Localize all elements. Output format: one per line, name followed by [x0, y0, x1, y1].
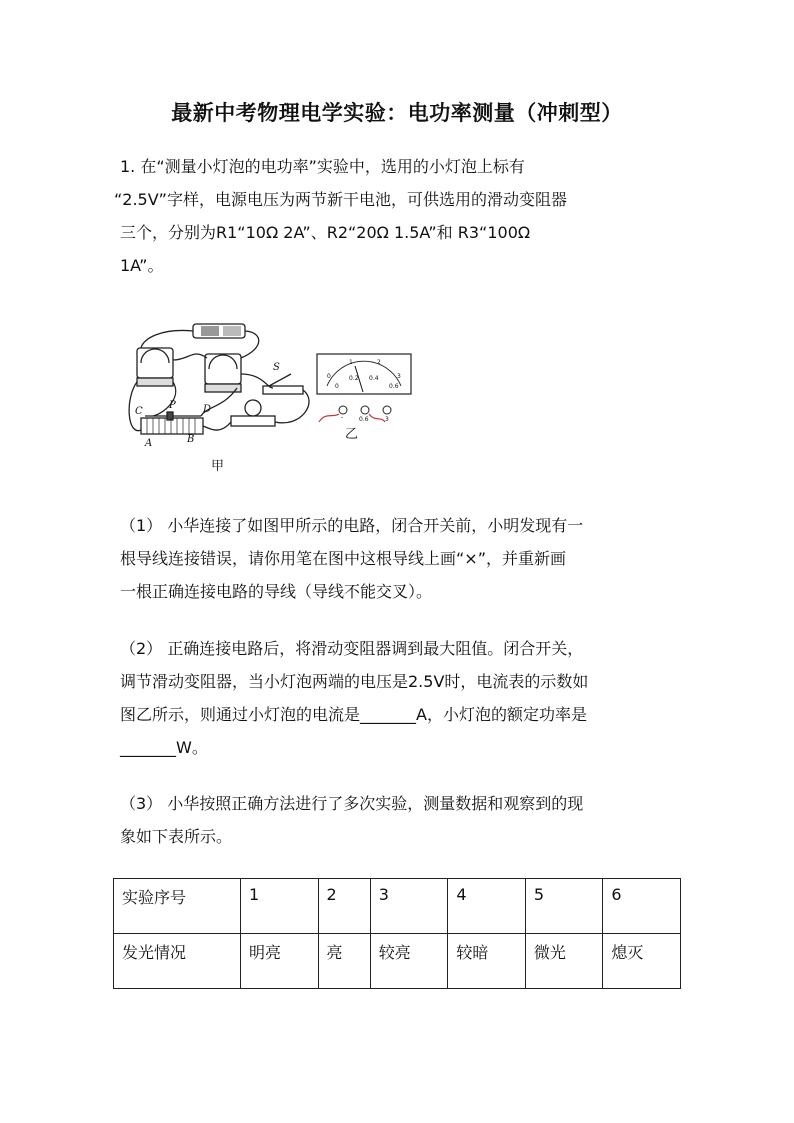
- meter-scale-bottom: 0.2: [349, 375, 359, 382]
- part-2-line: _______W。: [120, 738, 208, 757]
- meter-terminal-label: 0.6: [359, 416, 369, 423]
- table-cell: 较亮: [370, 934, 448, 989]
- switch-label: S: [273, 362, 280, 373]
- table-cell: 3: [370, 879, 448, 934]
- table-cell: 6: [603, 879, 681, 934]
- table-cell: 1: [241, 879, 319, 934]
- meter-terminal-label: 3: [385, 416, 389, 423]
- question-1-line: “2.5V”字样，电源电压为两节新干电池，可供选用的滑动变阻器: [114, 190, 567, 209]
- table-cell: 明亮: [241, 934, 319, 989]
- meter-scale-top: 1: [349, 359, 353, 366]
- table-cell: 实验序号: [114, 879, 241, 934]
- question-1-line: 1A”。: [120, 256, 164, 275]
- voltmeter-icon: [137, 348, 173, 378]
- table-cell: 5: [525, 879, 603, 934]
- meter-scale-top: 2: [377, 359, 381, 366]
- rheostat-label-c: C: [135, 406, 143, 417]
- meter-scale-bottom: 0: [335, 383, 339, 390]
- lamp-holder-icon: [231, 416, 275, 426]
- part-2-line: 调节滑动变阻器，当小灯泡两端的电压是2.5V时，电流表的示数如: [120, 672, 589, 691]
- table-cell: 4: [448, 879, 526, 934]
- meter-scale-bottom: 0.4: [369, 375, 379, 382]
- rheostat-label-p: P: [169, 400, 176, 411]
- question-1-text: [114, 150, 680, 282]
- table-cell: 亮: [318, 934, 370, 989]
- question-1-line: 1. 在“测量小灯泡的电功率”实验中，选用的小灯泡上标有: [120, 157, 525, 176]
- table-cell: 微光: [525, 934, 603, 989]
- ammeter-icon: [205, 354, 241, 384]
- part-1-line: （1） 小华连接了如图甲所示的电路，闭合开关前，小明发现有一: [120, 516, 584, 535]
- part-2-line: （2） 正确连接电路后，将滑动变阻器调到最大阻值。闭合开关，: [120, 639, 584, 658]
- rheostat-label-a: A: [145, 438, 153, 449]
- table-cell: 发光情况: [114, 934, 241, 989]
- page-title: 最新中考物理电学实验：电功率测量（冲刺型）: [171, 101, 623, 125]
- part-1-line: 根导线连接错误，请你用笔在图中这根导线上画“×”，并重新画: [120, 549, 566, 568]
- part-3-text: [120, 787, 680, 853]
- figure-label-yi: 乙: [345, 427, 359, 442]
- table-cell: 较暗: [448, 934, 526, 989]
- rheostat-label-d: D: [203, 404, 212, 415]
- part-2-line: 图乙所示，则通过小灯泡的电流是_______A，小灯泡的额定功率是: [120, 705, 587, 724]
- ammeter-figure-yi: [315, 352, 415, 442]
- table-row: [114, 879, 681, 934]
- meter-scale-top: 3: [397, 373, 401, 380]
- meter-scale-bottom: 0.6: [389, 383, 399, 390]
- rheostat-label-b: B: [187, 434, 195, 445]
- figure-label-jia: 甲: [211, 459, 225, 474]
- part-1-line: 一根正确连接电路的导线（导线不能交叉）。: [120, 582, 433, 601]
- part-3-line: （3） 小华按照正确方法进行了多次实验，测量数据和观察到的现: [120, 794, 584, 813]
- table-cell: 2: [318, 879, 370, 934]
- table-row: [114, 934, 681, 989]
- switch-icon: [263, 386, 303, 394]
- question-1-line: 三个，分别为R1“10Ω 2A”、R2“20Ω 1.5A”和 R3“100Ω: [120, 223, 531, 242]
- table-cell: 熄灭: [603, 934, 681, 989]
- part-1-text: [120, 509, 680, 608]
- part-2-text: [120, 632, 680, 764]
- bulb-icon: [245, 400, 261, 416]
- meter-terminal-label: -: [341, 414, 344, 421]
- part-3-line: 象如下表所示。: [120, 827, 233, 846]
- experiment-table: [113, 878, 681, 989]
- meter-scale-top: 0: [327, 373, 331, 380]
